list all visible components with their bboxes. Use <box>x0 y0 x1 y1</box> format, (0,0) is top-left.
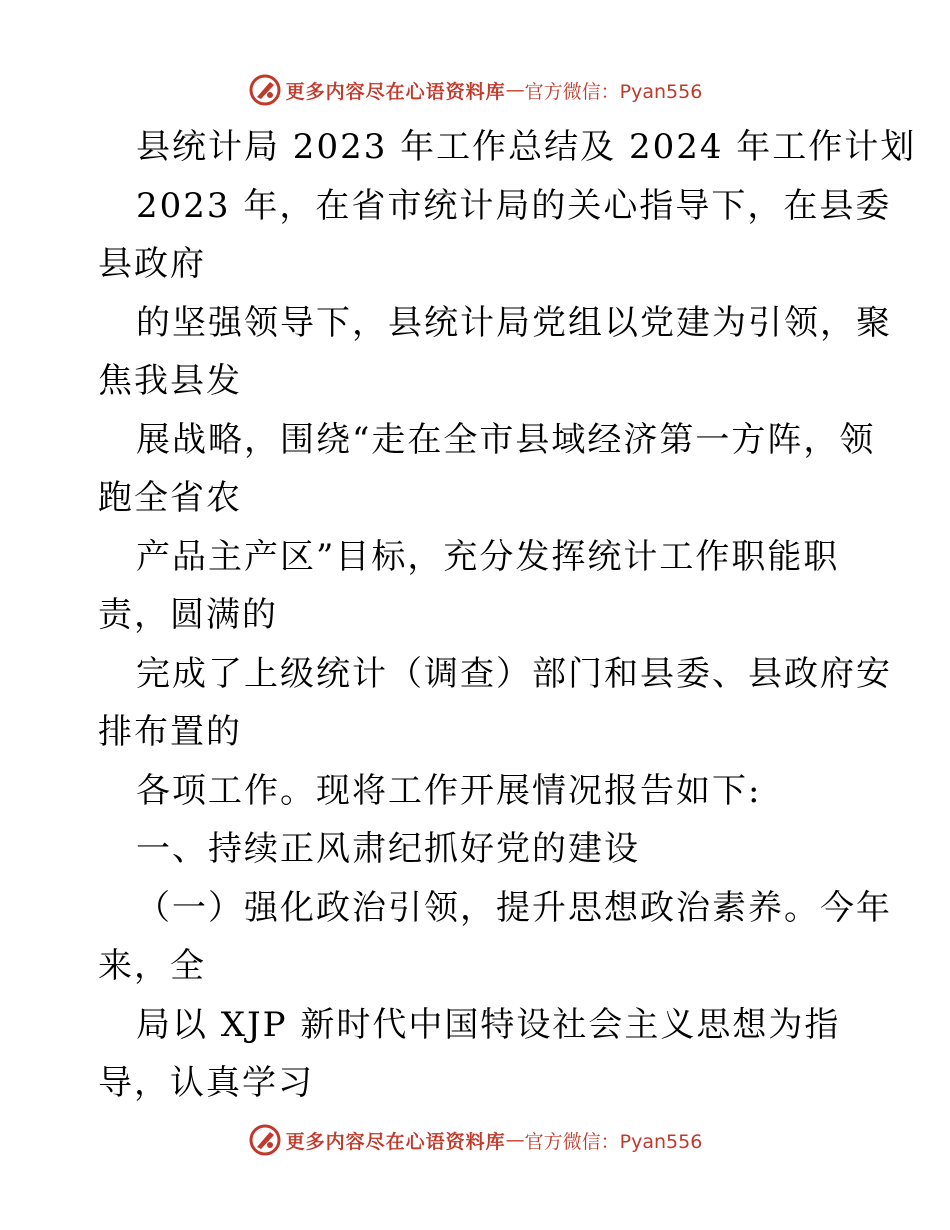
text-line: 完成了上级统计（调查）部门和县委、县政府安 <box>136 653 892 694</box>
text-line: 来，全 <box>98 946 206 986</box>
document-body <box>98 118 917 1113</box>
text-line: 县政府 <box>98 244 206 284</box>
watermark-text: 更多内容尽在心语资料库 <box>285 80 506 103</box>
watermark-wechat: 官方微信：Pyan556 <box>524 80 703 103</box>
text-line: 2023 年，在省市统计局的关心指导下，在县委 <box>136 185 892 226</box>
watermark-separator: — <box>505 1129 525 1151</box>
text-line: 跑全省农 <box>98 478 242 518</box>
text-line: 的坚强领导下，县统计局党组以党建为引领，聚 <box>136 302 892 343</box>
watermark-text: 更多内容尽在心语资料库 <box>285 1130 506 1153</box>
header-watermark <box>0 70 950 110</box>
text-line: 一、持续正风肃纪抓好党的建设 <box>136 829 640 869</box>
text-line: 产品主产区”目标，充分发挥统计工作职能职 <box>136 536 840 577</box>
text-line: 焦我县发 <box>98 361 242 401</box>
text-line: 排布置的 <box>98 712 242 752</box>
brand-logo-icon <box>248 1123 282 1157</box>
watermark-wechat: 官方微信：Pyan556 <box>524 1130 703 1153</box>
footer-watermark <box>0 1120 950 1160</box>
text-line: 县统计局 2023 年工作总结及 2024 年工作计划 <box>136 127 917 167</box>
text-line: 导，认真学习 <box>98 1063 314 1103</box>
text-line: 局以 XJP 新时代中国特设社会主义思想为指 <box>136 1004 841 1045</box>
text-line: 展战略，围绕“走在全市县域经济第一方阵，领 <box>136 419 876 460</box>
watermark-separator: — <box>505 79 525 101</box>
text-line: 各项工作。现将工作开展情况报告如下: <box>136 770 762 811</box>
brand-logo-icon <box>248 73 282 107</box>
text-line: 责，圆满的 <box>98 595 278 635</box>
text-line: （一）强化政治引领，提升思想政治素养。今年 <box>136 887 892 928</box>
